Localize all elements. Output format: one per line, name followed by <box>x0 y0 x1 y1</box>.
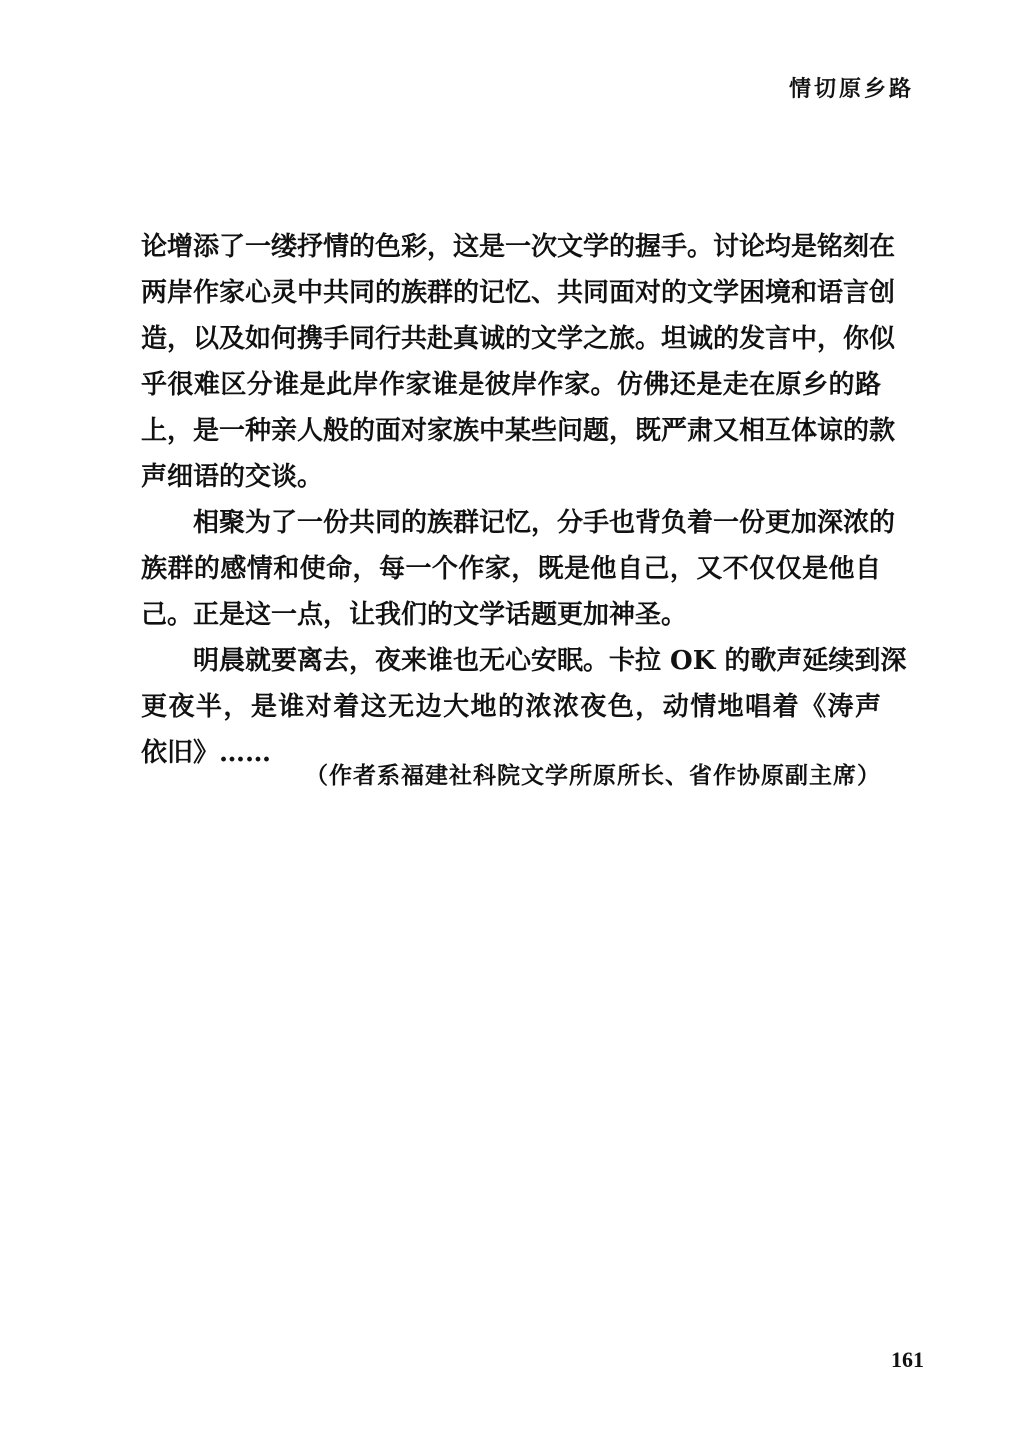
paragraph-2 <box>141 500 896 638</box>
text-line: 论增添了一缕抒情的色彩，这是一次文学的握手。讨论均是铭刻在 <box>141 232 896 262</box>
text-line: 乎很难区分谁是此岸作家谁是彼岸作家。仿佛还是走在原乡的路 <box>141 370 881 400</box>
text-line: 更夜半，是谁对着这无边大地的浓浓夜色，动情地唱着《涛声 <box>141 692 881 722</box>
text-line: 造，以及如何携手同行共赴真诚的文学之旅。坦诚的发言中，你似 <box>141 324 896 354</box>
text-line: 声细语的交谈。 <box>141 462 324 492</box>
text-line: 上，是一种亲人般的面对家族中某些问题，既严肃又相互体谅的款 <box>141 416 896 446</box>
paragraph-3 <box>141 638 907 776</box>
text-line: 相聚为了一份共同的族群记忆，分手也背负着一份更加深浓的 <box>193 508 896 538</box>
text-line: 两岸作家心灵中共同的族群的记忆、共同面对的文学困境和语言创 <box>141 278 896 308</box>
paragraph-1 <box>141 224 896 500</box>
text-line: 依旧》…… <box>141 738 272 768</box>
text-line: 明晨就要离去，夜来谁也无心安眠。卡拉 OK 的歌声延续到深 <box>193 646 907 676</box>
text-line: 族群的感情和使命，每一个作家，既是他自己，又不仅仅是他自 <box>141 554 881 584</box>
author-note: （作者系福建社科院文学所原所长、省作协原副主席） <box>305 762 881 789</box>
body-text <box>141 224 907 776</box>
page-number: 161 <box>891 1347 924 1372</box>
running-header: 情切原乡路 <box>788 77 914 102</box>
text-line: 己。正是这一点，让我们的文学话题更加神圣。 <box>141 600 688 630</box>
